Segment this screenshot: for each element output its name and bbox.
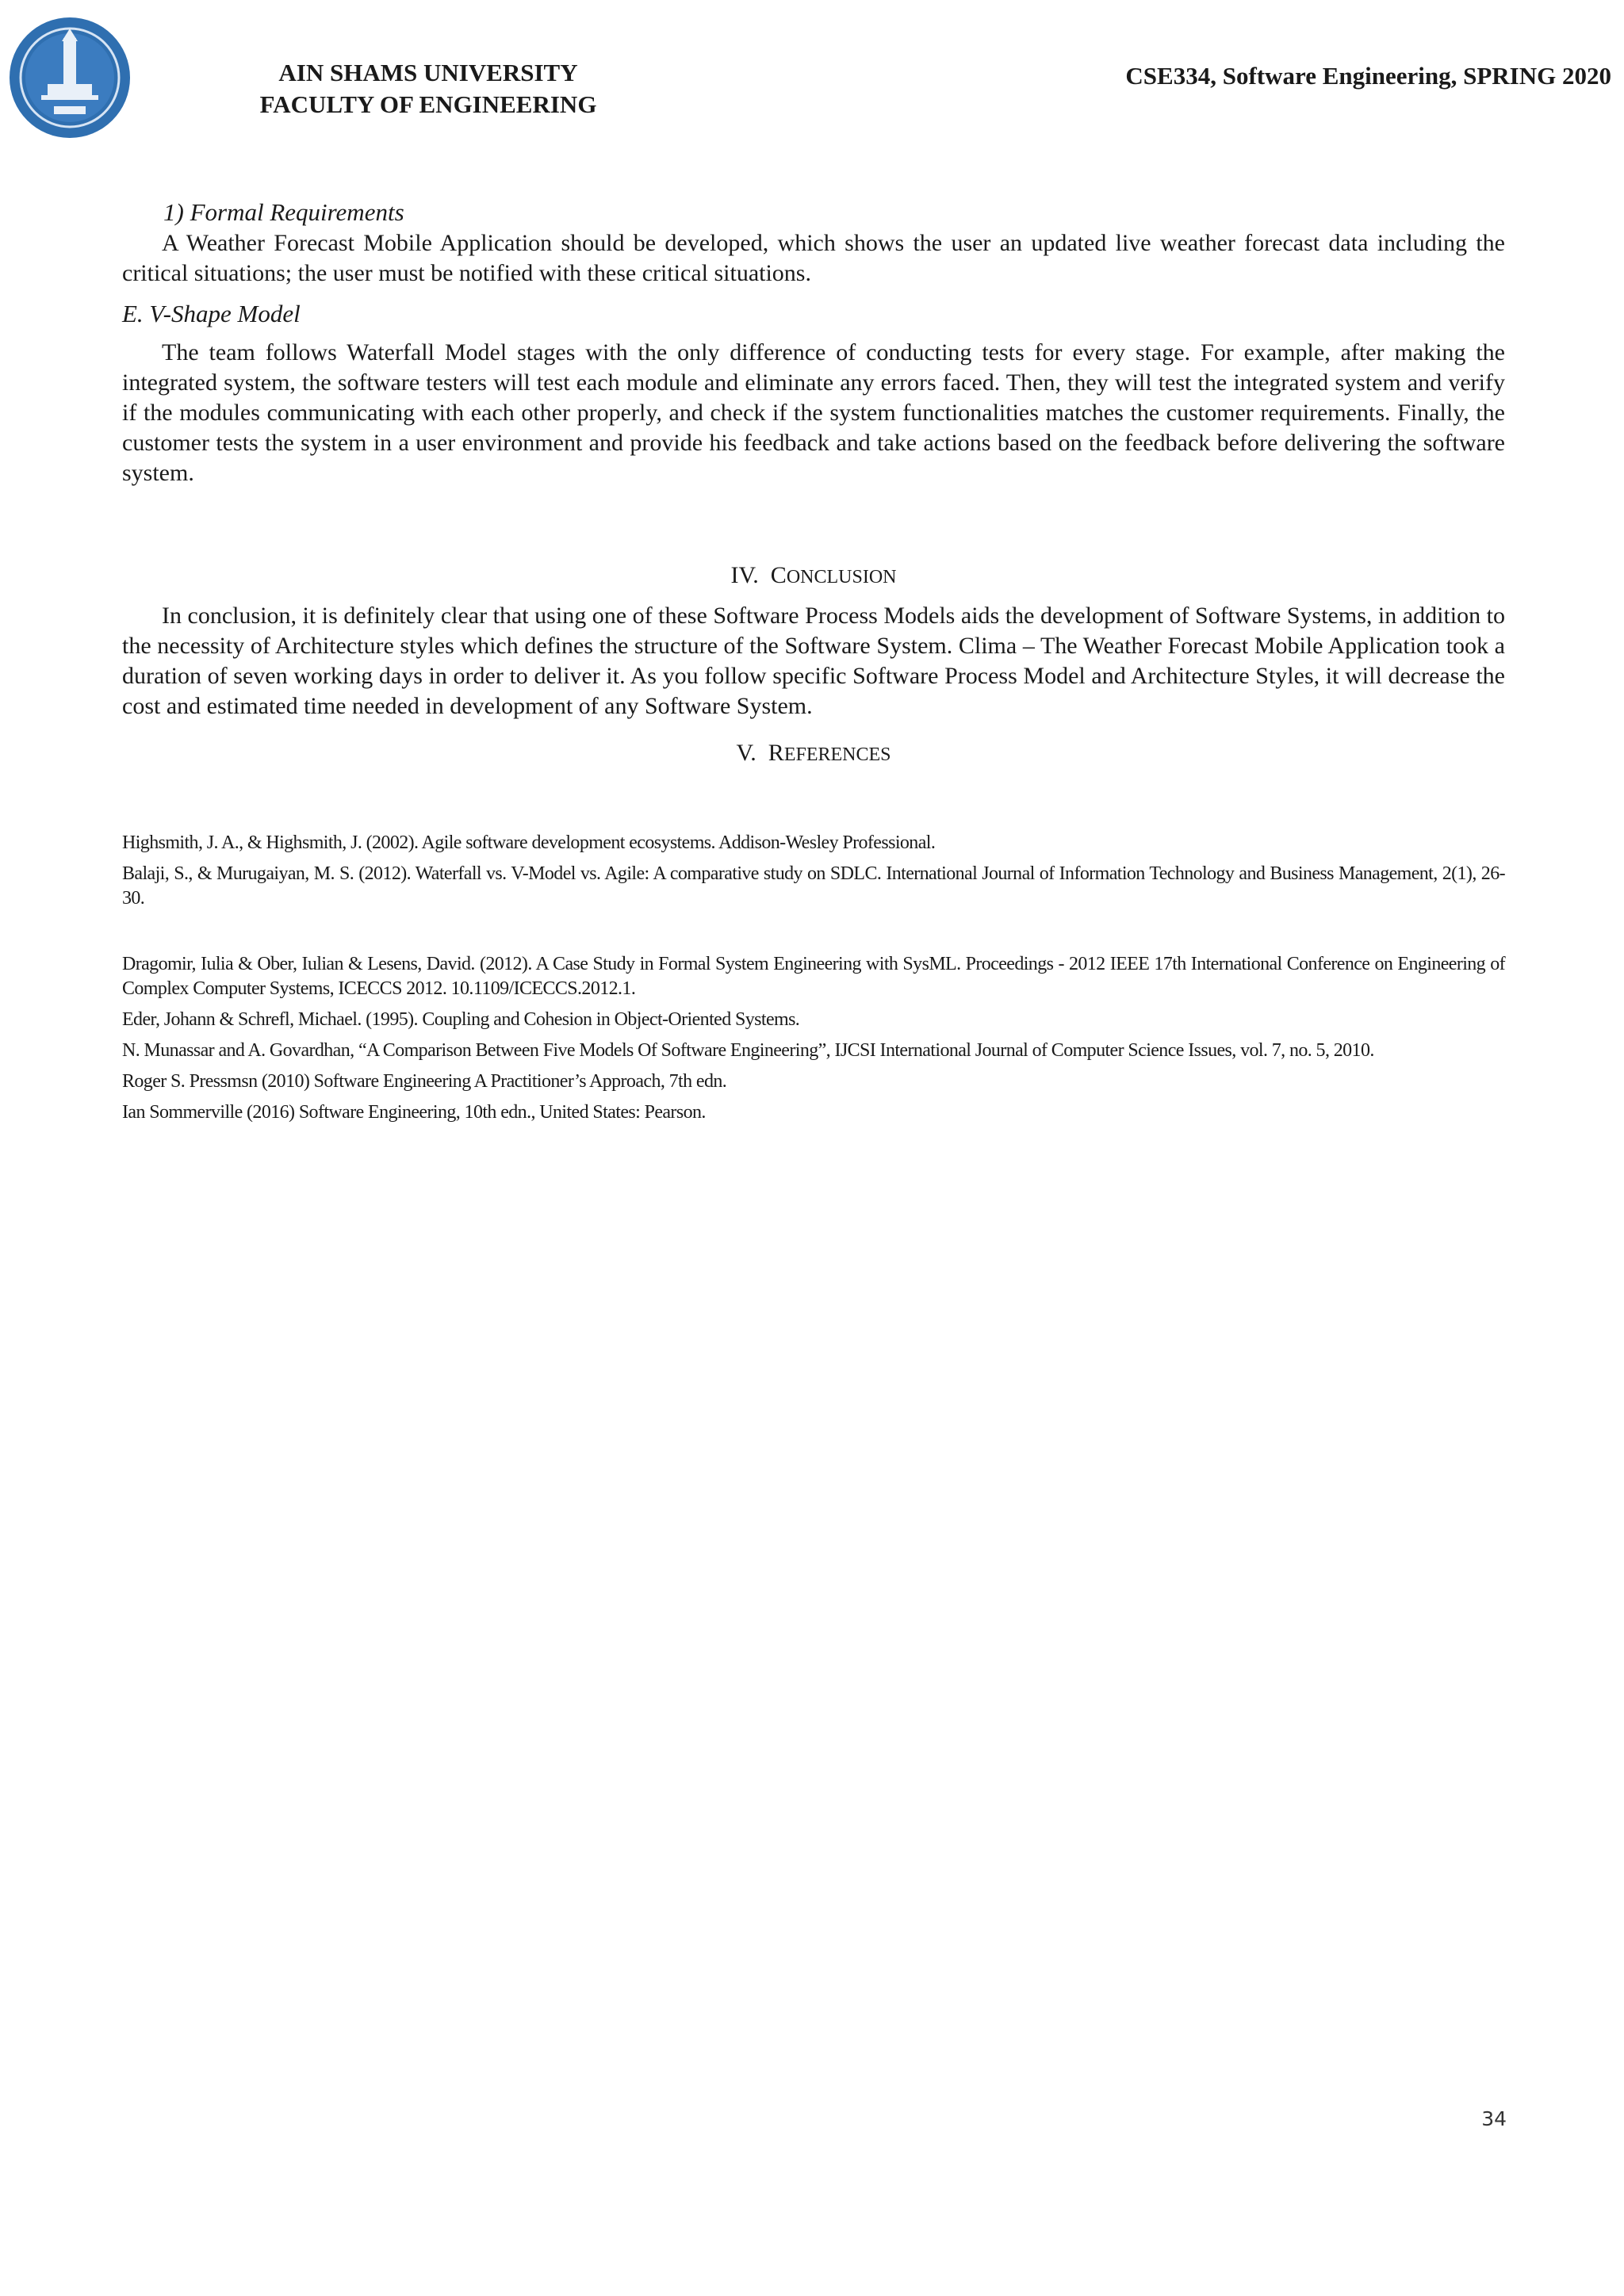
reference-item: Ian Sommerville (2016) Software Engineering, 10th edn., United States: Pearson. (122, 1102, 706, 1123)
university-seal-icon (6, 14, 133, 141)
page-number: 34 (1481, 2107, 1507, 2130)
reference-item: Eder, Johann & Schrefl, Michael. (1995). Coupling and Cohesion in Object-Oriented Systems. (122, 1009, 800, 1030)
university-name: AIN SHAMS UNIVERSITY (278, 59, 578, 86)
reference-item: Balaji, S., & Murugaiyan, M. S. (2012). Waterfall vs. V-Model vs. Agile: A comparative study on SDLC. International Journal of Information Technology and Business Management, 2(1), 26-30. (122, 863, 1505, 909)
conclusion-title-rest: ONCLUSION (786, 567, 897, 587)
university-header (222, 57, 634, 121)
references-number: V. (736, 740, 756, 766)
document-body (122, 197, 1505, 1131)
course-header: CSE334, Software Engineering, SPRING 2020 (1125, 62, 1611, 90)
conclusion-heading (122, 560, 1505, 593)
v-shape-text: The team follows Waterfall Model stages with the only difference of conducting tests for every stage. For example, after making the integrated system, the software testers will test each module and eliminate any errors faced. Then, they will test the integrated system and verify if the modules communicating with each other properly, and check if the system functionalities matches the customer requirements. Finally, the customer tests the system in a user environment and provide his feedback and take actions based on the feedback before delivering the software system. (122, 339, 1505, 486)
v-shape-heading: E. V-Shape Model (122, 300, 301, 327)
references-heading (122, 737, 1505, 771)
reference-item: Roger S. Pressmsn (2010) Software Engineering A Practitioner’s Approach, 7th edn. (122, 1071, 727, 1092)
references-title-rest: EFERENCES (783, 744, 891, 765)
references-initial: R (768, 740, 784, 766)
reference-item: Dragomir, Iulia & Ober, Iulian & Lesens, David. (2012). A Case Study in Formal System Engineering with SysML. Proceedings - 2012 IEEE 17th International Conference on Engineering of Complex Computer Systems, ICECCS 2012. 10.1109/ICECCS.2012.1. (122, 954, 1505, 999)
formal-requirements-heading: 1) Formal Requirements (163, 198, 404, 226)
reference-list (122, 831, 1505, 1125)
faculty-name: FACULTY OF ENGINEERING (259, 90, 597, 118)
reference-item: N. Munassar and A. Govardhan, “A Comparison Between Five Models Of Software Engineering”, IJCSI International Journal of Computer Science Issues, vol. 7, no. 5, 2010. (122, 1040, 1374, 1061)
formal-requirements-text: A Weather Forecast Mobile Application should be developed, which shows the user an updated live weather forecast data including the critical situations; the user must be notified with these critical situations. (122, 230, 1505, 286)
conclusion-initial: C (770, 562, 787, 588)
conclusion-number: IV. (730, 562, 759, 588)
reference-item: Highsmith, J. A., & Highsmith, J. (2002). Agile software development ecosystems. Addison-Wesley Professional. (122, 832, 936, 853)
conclusion-text: In conclusion, it is definitely clear that using one of these Software Process Models aids the development of Software Systems, in addition to the necessity of Architecture styles which defines the structure of the Software System. Clima – The Weather Forecast Mobile Application took a duration of seven working days in order to deliver it. As you follow specific Software Process Model and Architecture Styles, it will decrease the cost and estimated time needed in development of any Software System. (122, 603, 1505, 719)
